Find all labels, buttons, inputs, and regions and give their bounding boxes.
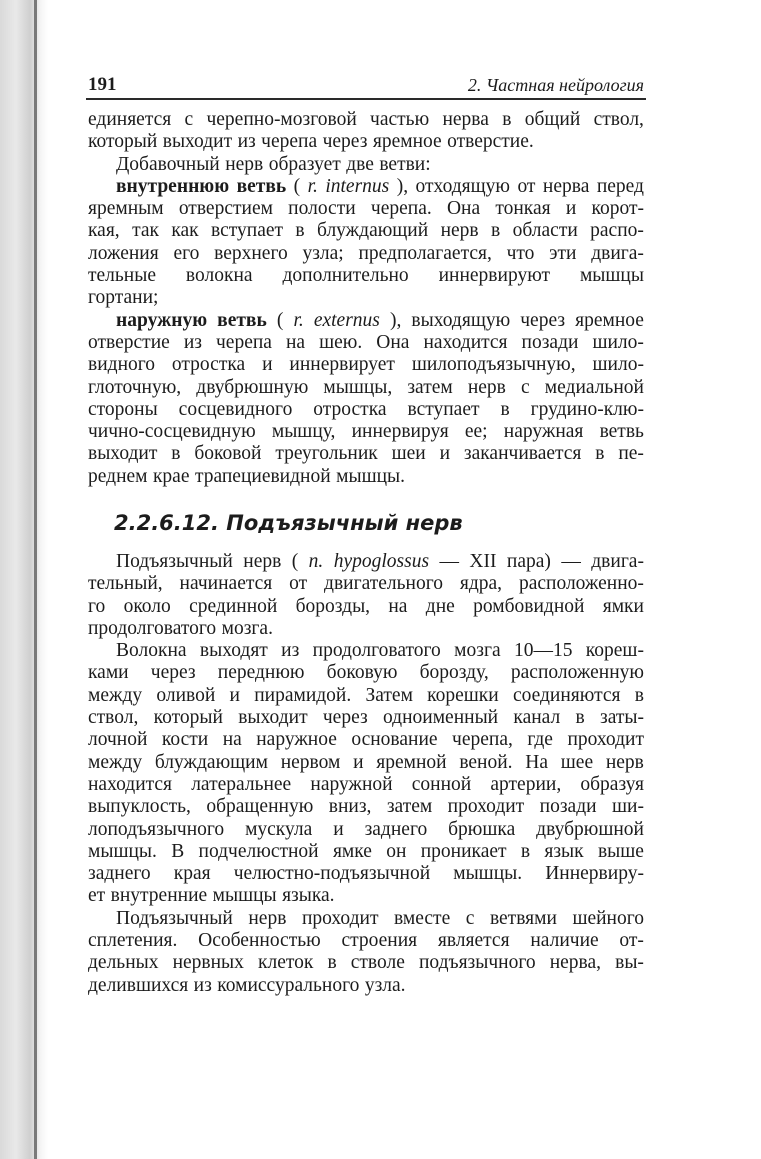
word: internus (325, 175, 390, 197)
word: в (575, 707, 585, 729)
word: XII (469, 551, 497, 572)
word: с (184, 109, 194, 130)
word: нерва (542, 175, 590, 197)
word: и (262, 354, 273, 376)
word: чично-сосцевидную (88, 421, 256, 443)
word: пе- (618, 443, 644, 465)
text-line (88, 662, 644, 684)
word: ямки (602, 595, 644, 617)
word: проходит (301, 907, 379, 929)
word: на (388, 595, 408, 617)
word: черепа, (452, 729, 513, 751)
text-line (88, 354, 644, 376)
page-header (86, 72, 646, 100)
word: в (634, 684, 644, 706)
word: ши- (612, 796, 644, 818)
text-line (88, 377, 644, 399)
text-line (88, 930, 644, 952)
word: эти (549, 242, 577, 264)
word: Подъязычный (116, 907, 233, 929)
scan-binding-line (34, 0, 37, 1159)
word: верхнего (214, 242, 288, 264)
text-line (88, 596, 644, 618)
word: — (561, 551, 581, 572)
word: нерва (442, 109, 489, 130)
word: кости (161, 729, 209, 751)
word: языка. (282, 885, 335, 907)
word: в (520, 840, 531, 862)
word: две (346, 153, 374, 175)
word: нерв (225, 153, 264, 175)
word: борозды, (295, 595, 371, 617)
word: стволе (350, 952, 405, 974)
word: одноименный (382, 707, 499, 729)
text-line (88, 796, 644, 818)
text-line (88, 131, 644, 153)
word: наличие (530, 930, 599, 952)
word: на (222, 729, 242, 751)
text-line (88, 752, 644, 774)
word: дне (425, 595, 455, 617)
word: обращенную (206, 796, 314, 818)
word: в (500, 398, 510, 420)
word: внутренние (110, 885, 208, 907)
word: брюшка (448, 818, 516, 840)
word: корешки (427, 684, 499, 706)
word: черепа (215, 331, 272, 353)
text-line (88, 109, 644, 131)
text-line (88, 399, 644, 421)
text-line (88, 310, 644, 332)
word: в (595, 443, 605, 465)
word: r. (293, 309, 304, 331)
word: вниз, (328, 796, 372, 818)
word: кореш- (585, 640, 644, 662)
word: видного (88, 354, 156, 376)
word: лоподъязычного (88, 818, 225, 840)
word: нерва, (549, 952, 602, 974)
word: узла; (302, 242, 344, 264)
word: затем (386, 796, 433, 818)
word: в (171, 443, 181, 465)
word: что (506, 242, 535, 264)
word: ками (88, 662, 129, 684)
word: двига- (591, 551, 644, 572)
word: единяется (88, 109, 172, 130)
word: яремное (575, 309, 644, 331)
word: артерии, (490, 773, 562, 795)
word: ложения (88, 242, 159, 264)
word: заднего (88, 863, 151, 885)
text-line (88, 640, 644, 662)
word: ( (276, 309, 284, 331)
word: расположенную (510, 662, 644, 684)
word: мышцы. (88, 840, 157, 862)
word: веной. (459, 751, 513, 773)
word: двигательного (324, 573, 443, 595)
word: заканчивается (463, 443, 582, 465)
word: яремное (372, 131, 442, 153)
word: частью (370, 109, 430, 130)
word: Она (376, 331, 410, 353)
word: канал (513, 707, 561, 729)
word: нерв (243, 551, 282, 572)
word: мозга (454, 640, 501, 662)
word: области (512, 220, 578, 242)
word: в (295, 220, 305, 242)
word: яремной (376, 751, 447, 773)
word: волокна (185, 265, 253, 287)
word: ветви: (379, 153, 431, 175)
word: подчелюстной (198, 840, 319, 862)
word: Подъязычный (116, 551, 233, 572)
word: го (88, 595, 106, 617)
word: образует (268, 153, 341, 175)
text-line (88, 220, 644, 242)
word: шею. (319, 331, 363, 353)
word: иннервируют (438, 265, 551, 287)
word: продолговатого (88, 617, 217, 639)
word: нерв (467, 376, 506, 398)
word: вступает (211, 220, 284, 242)
word: от (289, 573, 308, 595)
word: проникает (420, 840, 507, 862)
word: с (521, 376, 530, 398)
word: ), (389, 309, 402, 331)
word: — (439, 551, 459, 572)
word: отверстием (178, 198, 273, 220)
word: ветвь (236, 175, 287, 197)
word: между (88, 684, 143, 706)
word: и (565, 198, 577, 220)
word: на (285, 331, 306, 353)
word: выпуклость, (88, 796, 191, 818)
word: оливой (156, 684, 216, 706)
word: ствол, (88, 707, 139, 729)
word: отростка (171, 354, 246, 376)
word: ветвь (599, 421, 644, 443)
word: от (517, 175, 536, 197)
word: находится (423, 331, 508, 353)
section-heading: 2.2.6.12. Подъязычный нерв (114, 511, 463, 535)
word: ), (396, 175, 409, 197)
word: отверстие (88, 331, 170, 353)
word: ет (88, 885, 106, 907)
word: язык (544, 840, 584, 862)
word: шилоподъязычную, (411, 354, 576, 376)
word: ствол, (593, 109, 644, 130)
word: пара) (506, 551, 551, 572)
word: через (150, 662, 196, 684)
word: соединяются (512, 684, 621, 706)
word: стороны (88, 398, 158, 420)
text-line (88, 774, 644, 796)
text-line (88, 885, 644, 907)
word: из (183, 331, 202, 353)
text-line (88, 908, 644, 930)
word: Волокна (116, 640, 187, 662)
word: Затем (365, 684, 413, 706)
word: боковой (194, 443, 262, 465)
word: крае (152, 465, 190, 487)
word: дополнительно (282, 265, 409, 287)
word: гортани; (88, 287, 159, 309)
word: дельных (88, 952, 159, 974)
word: трапециевидной (194, 465, 331, 487)
word: двубрюшную (196, 376, 309, 398)
word: грудино-клю- (530, 398, 644, 420)
word: и (333, 818, 344, 840)
word: как (171, 220, 199, 242)
word: в (491, 220, 501, 242)
word: ядра, (459, 573, 503, 595)
word: борозду, (419, 662, 489, 684)
text-line (88, 551, 644, 573)
word: шейного (572, 907, 644, 929)
word: черепа (261, 131, 318, 153)
word: проходит (567, 729, 644, 751)
word: строения (341, 930, 418, 952)
text-line (88, 176, 644, 198)
word: перед (596, 175, 644, 197)
word: иннервируя (351, 421, 449, 443)
word: выходят (199, 640, 268, 662)
word: срединной (189, 595, 278, 617)
word: делившихся (88, 974, 189, 996)
word: выходит (88, 443, 158, 465)
word: шило- (592, 331, 644, 353)
word: наружной (310, 773, 393, 795)
text-line (88, 707, 644, 729)
word: в (502, 109, 512, 130)
word: ( (293, 175, 301, 197)
word: позади (539, 796, 597, 818)
word: заты- (600, 707, 644, 729)
word: он (386, 840, 407, 862)
word: общий (524, 109, 581, 130)
word: комиссурального (217, 974, 360, 996)
word: мышцы, (323, 376, 393, 398)
word: иннервирует (289, 354, 395, 376)
word: предполагается, (358, 242, 492, 264)
word: так (132, 220, 159, 242)
word: шило- (592, 354, 644, 376)
word: нерв (440, 220, 479, 242)
word: треугольник (275, 443, 378, 465)
word: находится (88, 773, 173, 795)
word: латеральнее (191, 773, 292, 795)
word: заднего (364, 818, 428, 840)
word: Особенностью (198, 930, 321, 952)
word: вы- (615, 952, 644, 974)
text-line (88, 975, 644, 997)
word: боковую (326, 662, 398, 684)
word: нервом (280, 751, 341, 773)
word: черепа. (370, 198, 432, 220)
text-line (88, 154, 644, 176)
text-block-accessory-nerve (88, 109, 644, 488)
word: тельные (88, 265, 156, 287)
text-line (88, 421, 644, 443)
word: выше (597, 840, 644, 862)
word: ветвями (489, 907, 557, 929)
word: клеток (258, 952, 314, 974)
text-line (88, 952, 644, 974)
word: отверстие. (447, 131, 534, 153)
word: края (173, 863, 211, 885)
word: блуждающий (317, 220, 429, 242)
word: hypoglossus (333, 551, 430, 572)
word: тонкая (495, 198, 551, 220)
word: подъязычного (418, 952, 536, 974)
word: вместе (394, 907, 451, 929)
word: с (465, 907, 475, 929)
word: пирамидой. (254, 684, 352, 706)
text-line (88, 685, 644, 707)
word: выходящую (411, 309, 511, 331)
word: сосцевидного (178, 398, 293, 420)
text-line (88, 265, 644, 287)
word: переднюю (217, 662, 305, 684)
text-line (88, 198, 644, 220)
word: мышцы. (336, 465, 405, 487)
word: его (173, 242, 200, 264)
text-line (88, 243, 644, 265)
text-line (88, 618, 644, 640)
word: ( (291, 551, 299, 572)
word: вступает (407, 398, 480, 420)
text-line (88, 466, 644, 488)
word: яремным (88, 198, 164, 220)
word: Добавочный (116, 153, 220, 175)
word: n. (308, 551, 324, 572)
word: мышцу, (271, 421, 336, 443)
word: и (229, 684, 240, 706)
word: выходит (238, 707, 308, 729)
word: узла. (364, 974, 406, 996)
word: сплетения. (88, 930, 178, 952)
word: реднем (88, 465, 148, 487)
word: нервных (172, 952, 244, 974)
word: шее (560, 751, 594, 773)
text-line (88, 443, 644, 465)
word: полости (288, 198, 356, 220)
word: от- (619, 930, 644, 952)
word: мозга. (221, 617, 273, 639)
word: внутреннюю (116, 175, 230, 197)
word: в (327, 952, 337, 974)
word: отходящую (415, 175, 510, 197)
word: блуждающим (154, 751, 268, 773)
word: образуя (580, 773, 644, 795)
text-line (88, 729, 644, 751)
word: тельный, (88, 573, 163, 595)
word: основание (351, 729, 438, 751)
word: наружная (503, 421, 584, 443)
text-block-hypoglossal-nerve (88, 551, 644, 997)
text-line (88, 841, 644, 863)
word: через (322, 707, 368, 729)
word: Она (446, 198, 481, 220)
word: лочной (88, 729, 148, 751)
word: медиальной (544, 376, 644, 398)
word: ромбовидной (473, 595, 585, 617)
word: из (237, 131, 256, 153)
text-line (88, 287, 644, 309)
word: мышцы. (453, 863, 523, 885)
word: 10—15 (513, 640, 573, 662)
word: распо- (590, 220, 644, 242)
word: и (353, 751, 364, 773)
word: корот- (591, 198, 644, 220)
word: через (322, 131, 368, 153)
word: мышцы (212, 885, 277, 907)
word: где (527, 729, 553, 751)
word: между (88, 751, 143, 773)
word: и (439, 443, 451, 465)
text-line (88, 863, 644, 885)
word: является (437, 930, 510, 952)
word: externus (313, 309, 380, 331)
word: ее; (464, 421, 488, 443)
page-number: 191 (88, 74, 117, 95)
word: наружное (256, 729, 337, 751)
word: ветвь (217, 309, 267, 331)
text-line (88, 573, 644, 595)
word: глоточную, (88, 376, 182, 398)
word: мускула (245, 818, 313, 840)
word: двига- (591, 242, 644, 264)
word: Иннервиру- (545, 863, 644, 885)
text-line (88, 819, 644, 841)
word: нерв (248, 907, 287, 929)
word: затем (407, 376, 453, 398)
word: начинается (179, 573, 273, 595)
word: продолговатого (312, 640, 441, 662)
word: из (193, 974, 212, 996)
word: сонной (411, 773, 472, 795)
word: отростка (313, 398, 387, 420)
word: проходит (447, 796, 525, 818)
word: который (153, 707, 223, 729)
word: На (525, 751, 549, 773)
word: который (88, 131, 158, 153)
word: r. (307, 175, 318, 197)
word: двубрюшной (536, 818, 644, 840)
text-line (88, 332, 644, 354)
word: позади (521, 331, 579, 353)
word: выходит (162, 131, 233, 153)
scan-shadow-edge (0, 0, 48, 1159)
word: шеи (391, 443, 426, 465)
word: наружную (116, 309, 208, 331)
word: расположенно- (518, 573, 644, 595)
word: В (171, 840, 185, 862)
word: кая, (88, 220, 120, 242)
word: через (520, 309, 566, 331)
word: челюстно-подъязычной (233, 863, 431, 885)
word: из (281, 640, 300, 662)
word: ямке (332, 840, 372, 862)
word: мышцы (579, 265, 644, 287)
word: около (123, 595, 171, 617)
word: нерв (605, 751, 644, 773)
running-title: 2. Частная нейрология (467, 75, 644, 95)
word: черепно-мозговой (206, 109, 357, 130)
